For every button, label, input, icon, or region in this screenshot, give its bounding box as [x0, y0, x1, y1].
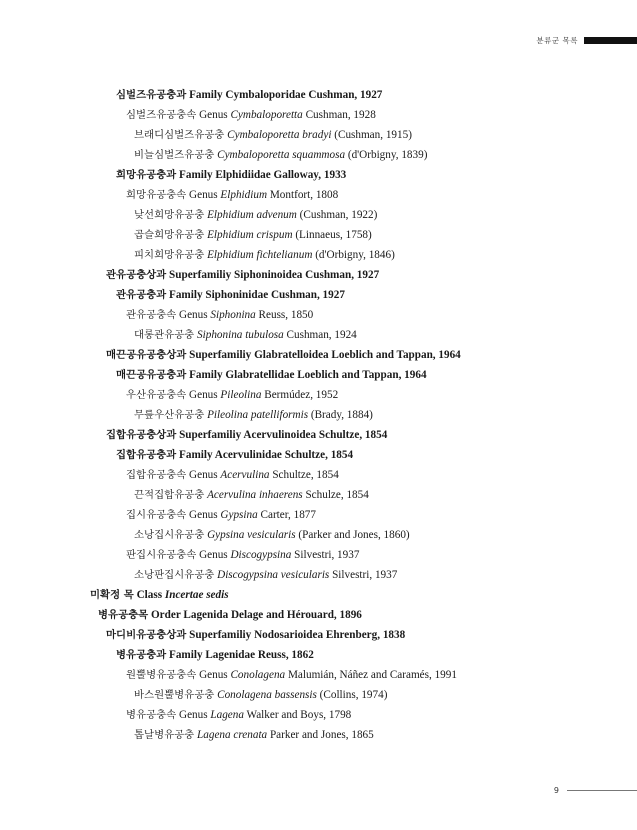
rank-label: Superfamiliy [176, 429, 244, 441]
korean-name: 집시유공충속 [126, 509, 187, 521]
authority: (Collins, 1974) [316, 689, 388, 701]
taxon-entry [134, 688, 387, 702]
korean-name: 원뿔병유공충속 [126, 669, 197, 681]
authority: (d'Orbigny, 1846) [312, 249, 395, 261]
taxon-entry [134, 128, 412, 142]
authority: (Linnaeus, 1758) [292, 229, 372, 241]
korean-name: 병유공충속 [126, 709, 177, 721]
scientific-name: Lagena crenata [197, 729, 268, 741]
rank-label: Family [176, 449, 215, 461]
rank-label: Superfamiliy [186, 629, 255, 641]
korean-name: 병유공충목 [98, 609, 149, 621]
korean-name: 미확정 목 [90, 589, 134, 601]
authority: Parker and Jones, 1865 [267, 729, 374, 741]
korean-name: 매끈공유공충상과 [106, 349, 187, 361]
scientific-name: Conolagena [230, 669, 286, 681]
taxon-entry [126, 388, 338, 402]
korean-name: 바스원뿔병유공충 [134, 689, 215, 701]
page-number: 9 [553, 786, 559, 795]
authority: Reuss, 1850 [255, 309, 314, 321]
authority: (Brady, 1884) [308, 409, 373, 421]
taxon-entry [106, 268, 379, 282]
korean-name: 우산유공충속 [126, 389, 187, 401]
authority: Elphidiidae Galloway, 1933 [215, 169, 347, 181]
korean-name: 관유공충상과 [106, 269, 167, 281]
rank-label: Family [166, 289, 206, 301]
authority: (Cushman, 1915) [331, 129, 412, 141]
scientific-name: Elphidium crispum [207, 229, 293, 241]
taxon-entry [116, 448, 353, 462]
korean-name: 낮선희망유공충 [134, 209, 205, 221]
taxon-entry [116, 88, 382, 102]
korean-name: 곱슬희망유공충 [134, 229, 205, 241]
authority: Acervulinoidea Schultze, 1854 [243, 429, 388, 441]
authority: Siphoninoidea Cushman, 1927 [233, 269, 380, 281]
scientific-name: Siphonina [210, 309, 256, 321]
rank-label: Genus [196, 549, 231, 561]
korean-name: 심벌즈유공충속 [126, 109, 197, 121]
taxon-entry [126, 308, 313, 322]
taxon-entry [126, 668, 457, 682]
authority: Bermúdez, 1952 [261, 389, 339, 401]
header-bar [584, 37, 637, 44]
authority: Carter, 1877 [257, 509, 316, 521]
taxon-entry [134, 728, 374, 742]
taxon-entry [134, 528, 410, 542]
section-title: 분류군 목록 [536, 35, 578, 45]
taxon-entry [126, 708, 351, 722]
korean-name: 관유공충과 [116, 289, 167, 301]
korean-name: 소낭판집시유공충 [134, 569, 215, 581]
authority: (d'Orbigny, 1839) [345, 149, 428, 161]
scientific-name: Cymbaloporetta bradyi [227, 129, 332, 141]
scientific-name: Gypsina [220, 509, 258, 521]
taxon-entry [116, 168, 346, 182]
authority: Malumián, Náñez and Caramés, 1991 [285, 669, 457, 681]
korean-name: 집합유공충상과 [106, 429, 177, 441]
authority: Lagenida Delage and Hérouard, 1896 [183, 609, 362, 621]
rank-label: Genus [186, 389, 221, 401]
taxon-entry [134, 488, 369, 502]
taxon-entry [126, 108, 376, 122]
korean-name: 톱날병유공충 [134, 729, 195, 741]
scientific-name: Pileolina [220, 389, 262, 401]
authority: (Parker and Jones, 1860) [295, 529, 410, 541]
korean-name: 브래디심벌즈유공충 [134, 129, 225, 141]
taxon-entry [116, 368, 427, 382]
rank-label: Superfamiliy [186, 349, 255, 361]
rank-label: Genus [176, 309, 211, 321]
scientific-name: Discogypsina vesicularis [217, 569, 330, 581]
rank-label: Family [176, 169, 216, 181]
rank-label: Family [186, 89, 226, 101]
korean-name: 관유공충속 [126, 309, 177, 321]
rank-label: Family [186, 369, 226, 381]
rank-label: Genus [186, 189, 221, 201]
taxon-entry [134, 328, 357, 342]
authority: Glabratelloidea Loeblich and Tappan, 1964 [254, 349, 461, 361]
scientific-name: Elphidium [220, 189, 268, 201]
korean-name: 소낭집시유공충 [134, 529, 205, 541]
taxon-entry [98, 608, 362, 622]
rank-label: Family [166, 649, 206, 661]
taxon-entry [134, 228, 372, 242]
taxon-entry [126, 548, 359, 562]
taxon-entry [106, 628, 405, 642]
authority: Silvestri, 1937 [291, 549, 360, 561]
korean-name: 심벌즈유공충과 [116, 89, 187, 101]
authority: Cymbaloporidae Cushman, 1927 [225, 89, 383, 101]
korean-name: 매끈공유공충과 [116, 369, 187, 381]
rank-label: Genus [176, 709, 211, 721]
authority: Cushman, 1928 [302, 109, 376, 121]
taxon-entry [126, 508, 316, 522]
authority: Schulze, 1854 [302, 489, 369, 501]
authority: Glabratellidae Loeblich and Tappan, 1964 [225, 369, 427, 381]
footer-rule [567, 790, 637, 791]
page-header [536, 34, 637, 46]
scientific-name: Incertae sedis [164, 589, 229, 601]
authority: Siphoninidae Cushman, 1927 [205, 289, 345, 301]
scientific-name: Elphidium advenum [207, 209, 297, 221]
scientific-name: Pileolina patelliformis [207, 409, 309, 421]
korean-name: 희망유공충속 [126, 189, 187, 201]
scientific-name: Siphonina tubulosa [197, 329, 284, 341]
korean-name: 집합유공충과 [116, 449, 177, 461]
rank-label: Genus [186, 509, 221, 521]
rank-label: Genus [196, 109, 231, 121]
korean-name: 피치희망유공충 [134, 249, 205, 261]
authority: Nodosarioidea Ehrenberg, 1838 [254, 629, 406, 641]
korean-name: 무릎우산유공충 [134, 409, 205, 421]
authority: Walker and Boys, 1798 [243, 709, 352, 721]
korean-name: 끈적집합유공충 [134, 489, 205, 501]
korean-name: 집합유공충속 [126, 469, 187, 481]
authority: Montfort, 1808 [267, 189, 339, 201]
rank-label: Superfamiliy [166, 269, 234, 281]
scientific-name: Lagena [210, 709, 244, 721]
korean-name: 대롱관유공충 [134, 329, 195, 341]
scientific-name: Elphidium fichtelianum [207, 249, 313, 261]
korean-name: 병유공충과 [116, 649, 167, 661]
authority: Cushman, 1924 [283, 329, 357, 341]
scientific-name: Acervulina [220, 469, 270, 481]
rank-label: Class [133, 589, 165, 601]
korean-name: 희망유공충과 [116, 169, 177, 181]
taxon-entry [134, 208, 377, 222]
taxon-entry [134, 408, 373, 422]
authority: Acervulinidae Schultze, 1854 [214, 449, 354, 461]
korean-name: 비늘심벌즈유공충 [134, 149, 215, 161]
scientific-name: Acervulina inhaerens [207, 489, 303, 501]
korean-name: 마디비유공충상과 [106, 629, 187, 641]
page-footer [554, 786, 637, 795]
taxon-entry [134, 248, 395, 262]
korean-name: 판집시유공충속 [126, 549, 197, 561]
authority: Schultze, 1854 [269, 469, 339, 481]
taxon-entry [126, 188, 338, 202]
rank-label: Genus [186, 469, 221, 481]
taxon-entry [90, 588, 229, 602]
scientific-name: Cymbaloporetta [230, 109, 303, 121]
scientific-name: Conolagena bassensis [217, 689, 317, 701]
scientific-name: Gypsina vesicularis [207, 529, 296, 541]
authority: Silvestri, 1937 [329, 569, 398, 581]
authority: Lagenidae Reuss, 1862 [205, 649, 314, 661]
taxon-entry [106, 348, 461, 362]
taxon-entry [126, 468, 339, 482]
taxon-entry [116, 288, 345, 302]
taxon-entry [134, 568, 397, 582]
scientific-name: Cymbaloporetta squammosa [217, 149, 346, 161]
authority: (Cushman, 1922) [296, 209, 378, 221]
rank-label: Genus [196, 669, 231, 681]
taxon-entry [106, 428, 387, 442]
taxon-entry [116, 648, 314, 662]
rank-label: Order [148, 609, 184, 621]
taxon-entry [134, 148, 427, 162]
scientific-name: Discogypsina [230, 549, 292, 561]
